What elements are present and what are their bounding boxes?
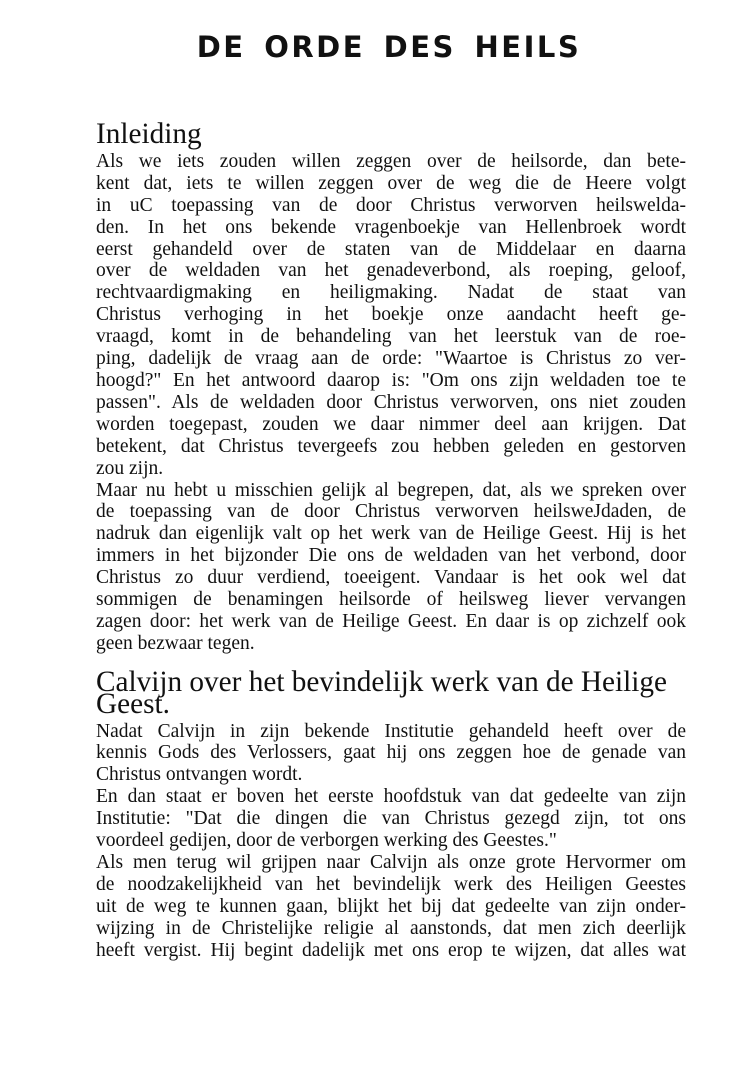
text-line: passen". Als de weldaden door Christus verworven, ons niet zouden [96,391,686,413]
text-line: Christus ontvangen wordt. [96,764,303,786]
text-line: immers in het bijzonder Die ons de weldaden van het verbond, door [96,545,686,567]
text-line: worden toegepast, zouden we daar nimmer deel aan krijgen. Dat [96,413,686,435]
paragraph [96,786,686,852]
paragraph [96,721,686,787]
text-line: zagen door: het werk van de Heilige Geest. En daar is op zichzelf ook [96,610,686,632]
text-line: kennis Gods des Verlossers, gaat hij ons zeggen hoe de genade van [96,742,686,764]
text-line: Christus verhoging in het boekje onze aandacht heeft ge- [96,304,686,326]
text-line: sommigen de benamingen heilsorde of heilsweg liever vervangen [96,589,686,611]
text-line: den. In het ons bekende vragenboekje van Hellenbroek wordt [96,216,686,238]
text-line: geen bezwaar tegen. [96,632,255,654]
text-line: Als we iets zouden willen zeggen over de heilsorde, dan bete- [96,150,686,172]
text-line: uit de weg te kunnen gaan, blijkt het bij dat gedeelte van zijn onder- [96,895,686,917]
text-line: hoogd?" En het antwoord daarop is: "Om ons zijn weldaden toe te [96,369,686,391]
text-line: over de weldaden van het genadeverbond, als roeping, geloof, [96,260,686,282]
text-line: nadruk dan eigenlijk valt op het werk van de Heilige Geest. Hij is het [96,523,686,545]
text-line: eerst gehandeld over de staten van de Middelaar en daarna [96,238,686,260]
paragraph [96,480,686,655]
text-line: Nadat Calvijn in zijn bekende Institutie gehandeld heeft over de [96,720,686,742]
page-title: DE ORDE DES HEILS [196,30,582,64]
text-line: vraagd, komt in de behandeling van het leerstuk van de roe- [96,326,686,348]
text-line: heeft vergist. Hij begint dadelijk met ons erop te wijzen, dat alles wat [96,939,686,961]
paragraph [96,852,686,962]
text-line: Als men terug wil grijpen naar Calvijn als onze grote Hervormer om [96,852,686,873]
section-heading: Calvijn over het bevindelijk werk van de Heilige Geest. [96,665,668,720]
document-body [96,118,686,962]
paragraph [96,151,686,480]
text-line: de noodzakelijkheid van het bevindelijk werk des Heiligen Geestes [96,873,686,895]
text-line: de toepassing van de door Christus verworven heilsweJdaden, de [96,501,686,523]
text-line: wijzing in de Christelijke religie al aanstonds, dat men zich deerlijk [96,917,686,939]
text-line: in uC toepassing van de door Christus verworven heilswelda- [96,194,686,216]
text-line: voordeel gedijen, door de verborgen werking des Geestes." [96,830,557,852]
text-line: Christus zo duur verdiend, toeeigent. Vandaar is het ook wel dat [96,567,686,589]
text-line: Maar nu hebt u misschien gelijk al begrepen, dat, als we spreken over [96,479,686,501]
text-line: Institutie: "Dat die dingen die van Christus gezegd zijn, tot ons [96,808,686,830]
text-line: kent dat, iets te willen zeggen over de weg die de Heere volgt [96,172,686,194]
text-line: ping, dadelijk de vraag aan de orde: "Waartoe is Christus zo ver- [96,348,686,370]
text-line: En dan staat er boven het eerste hoofdstuk van dat gedeelte van zijn [96,786,686,808]
section-heading: Inleiding [96,118,202,150]
text-line: betekent, dat Christus tevergeefs zou hebben geleden en gestorven [96,435,686,457]
text-line: zou zijn. [96,457,164,479]
text-line: rechtvaardigmaking en heiligmaking. Nadat de staat van [96,282,686,304]
